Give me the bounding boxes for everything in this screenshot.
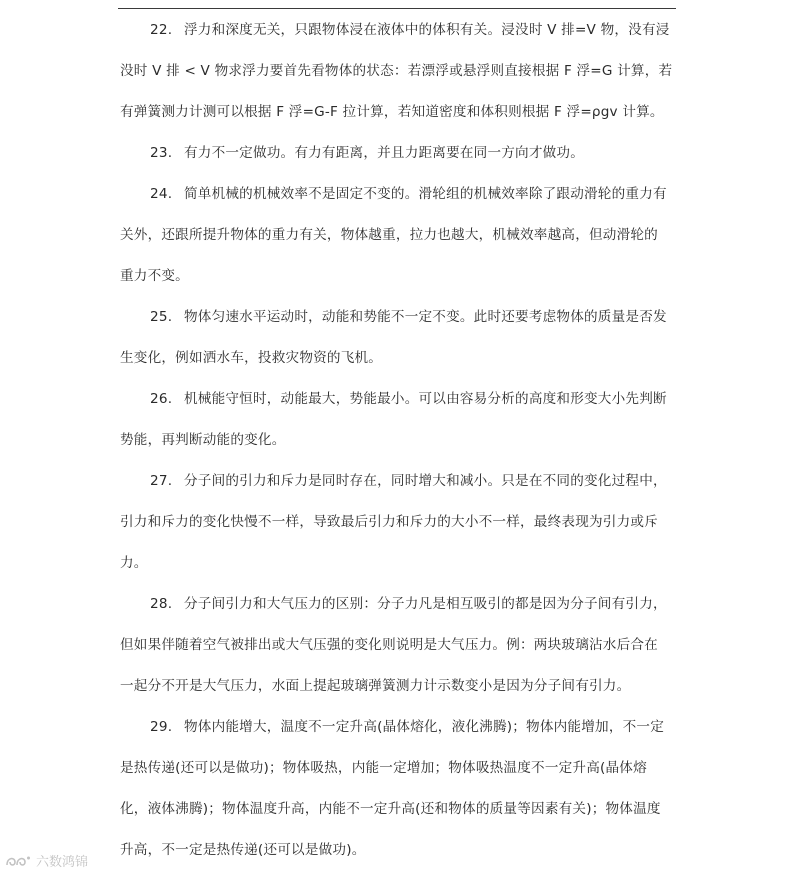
paragraph-line — [120, 20, 680, 40]
paragraph-text: 化，液体沸腾)；物体温度升高，内能不一定升高(还和物体的质量等因素有关)；物体温度 — [120, 801, 661, 817]
paragraph-line — [120, 102, 680, 122]
paragraph-line — [120, 553, 680, 573]
paragraph-text: 分子间引力和大气压力的区别：分子力凡是相互吸引的都是因为分子间有引力， — [184, 596, 667, 612]
paragraph-line — [120, 225, 680, 245]
paragraph-line — [120, 676, 680, 696]
document-content — [120, 20, 680, 881]
paragraph-line — [120, 348, 680, 368]
paragraph-line — [120, 61, 680, 81]
paragraph-23 — [120, 143, 680, 163]
paragraph-line — [120, 184, 680, 204]
paragraph-text: 引力和斥力的变化快慢不一样，导致最后引力和斥力的大小不一样，最终表现为引力或斥 — [120, 514, 658, 530]
paragraph-text: 关外，还跟所提升物体的重力有关，物体越重，拉力也越大，机械效率越高，但动滑轮的 — [120, 227, 658, 243]
paragraph-line — [120, 840, 680, 860]
paragraph-number: 22. — [150, 22, 173, 38]
paragraph-text: 生变化，例如洒水车，投救灾物资的飞机。 — [120, 350, 383, 366]
paragraph-text: 但如果伴随着空气被排出或大气压强的变化则说明是大气压力。例：两块玻璃沾水后合在 — [120, 637, 658, 653]
paragraph-line — [120, 307, 680, 327]
paragraph-line — [120, 594, 680, 614]
paragraph-number: 29. — [150, 719, 173, 735]
paragraph-line — [120, 799, 680, 819]
watermark — [4, 851, 88, 870]
paragraph-28 — [120, 594, 680, 696]
watermark-text: 六数鸿锦 — [36, 855, 89, 870]
paragraph-text: 有弹簧测力计测可以根据 F 浮=G-F 拉计算，若知道密度和体积则根据 F 浮=ρgv 计算。 — [120, 104, 664, 120]
paragraph-text: 简单机械的机械效率不是固定不变的。滑轮组的机械效率除了跟动滑轮的重力有 — [184, 186, 667, 202]
paragraph-text: 重力不变。 — [120, 268, 189, 284]
paragraph-text: 有力不一定做功。有力有距离，并且力距离要在同一方向才做功。 — [184, 145, 585, 161]
paragraph-line — [120, 717, 680, 737]
paragraph-29 — [120, 717, 680, 860]
paragraph-25 — [120, 307, 680, 368]
paragraph-line — [120, 471, 680, 491]
paragraph-text: 分子间的引力和斥力是同时存在，同时增大和减小。只是在不同的变化过程中， — [184, 473, 667, 489]
paragraph-line — [120, 512, 680, 532]
paragraph-text: 物体内能增大，温度不一定升高(晶体熔化，液化沸腾)；物体内能增加，不一定 — [184, 719, 664, 735]
paragraph-number: 27. — [150, 473, 173, 489]
paragraph-text: 一起分不开是大气压力，水面上提起玻璃弹簧测力计示数变小是因为分子间有引力。 — [120, 678, 631, 694]
paragraph-number: 23. — [150, 145, 173, 161]
paragraph-text: 没时 V 排 < V 物求浮力要首先看物体的状态：若漂浮或悬浮则直接根据 F 浮=G 计算，若 — [120, 63, 673, 79]
paragraph-26 — [120, 389, 680, 450]
top-divider — [118, 8, 676, 9]
paragraph-text: 浮力和深度无关，只跟物体浸在液体中的体积有关。浸没时 V 排=V 物，没有浸 — [184, 22, 670, 38]
paragraph-line — [120, 758, 680, 778]
paragraph-text: 机械能守恒时，动能最大，势能最小。可以由容易分析的高度和形变大小先判断 — [184, 391, 667, 407]
paragraph-line — [120, 430, 680, 450]
paragraph-number: 28. — [150, 596, 173, 612]
paragraph-22 — [120, 20, 680, 122]
paragraph-line — [120, 143, 680, 163]
paragraph-number: 24. — [150, 186, 173, 202]
paragraph-line — [120, 635, 680, 655]
paragraph-text: 力。 — [120, 555, 148, 571]
paragraph-text: 升高，不一定是热传递(还可以是做功)。 — [120, 842, 366, 858]
paragraph-24 — [120, 184, 680, 286]
paragraph-number: 26. — [150, 391, 173, 407]
watermark-logo-icon — [4, 853, 32, 869]
paragraph-text: 势能，再判断动能的变化。 — [120, 432, 286, 448]
paragraph-number: 25. — [150, 309, 173, 325]
paragraph-text: 是热传递(还可以是做功)；物体吸热，内能一定增加；物体吸热温度不一定升高(晶体熔 — [120, 760, 647, 776]
paragraph-27 — [120, 471, 680, 573]
paragraph-text: 物体匀速水平运动时，动能和势能不一定不变。此时还要考虑物体的质量是否发 — [184, 309, 667, 325]
paragraph-line — [120, 266, 680, 286]
paragraph-line — [120, 389, 680, 409]
